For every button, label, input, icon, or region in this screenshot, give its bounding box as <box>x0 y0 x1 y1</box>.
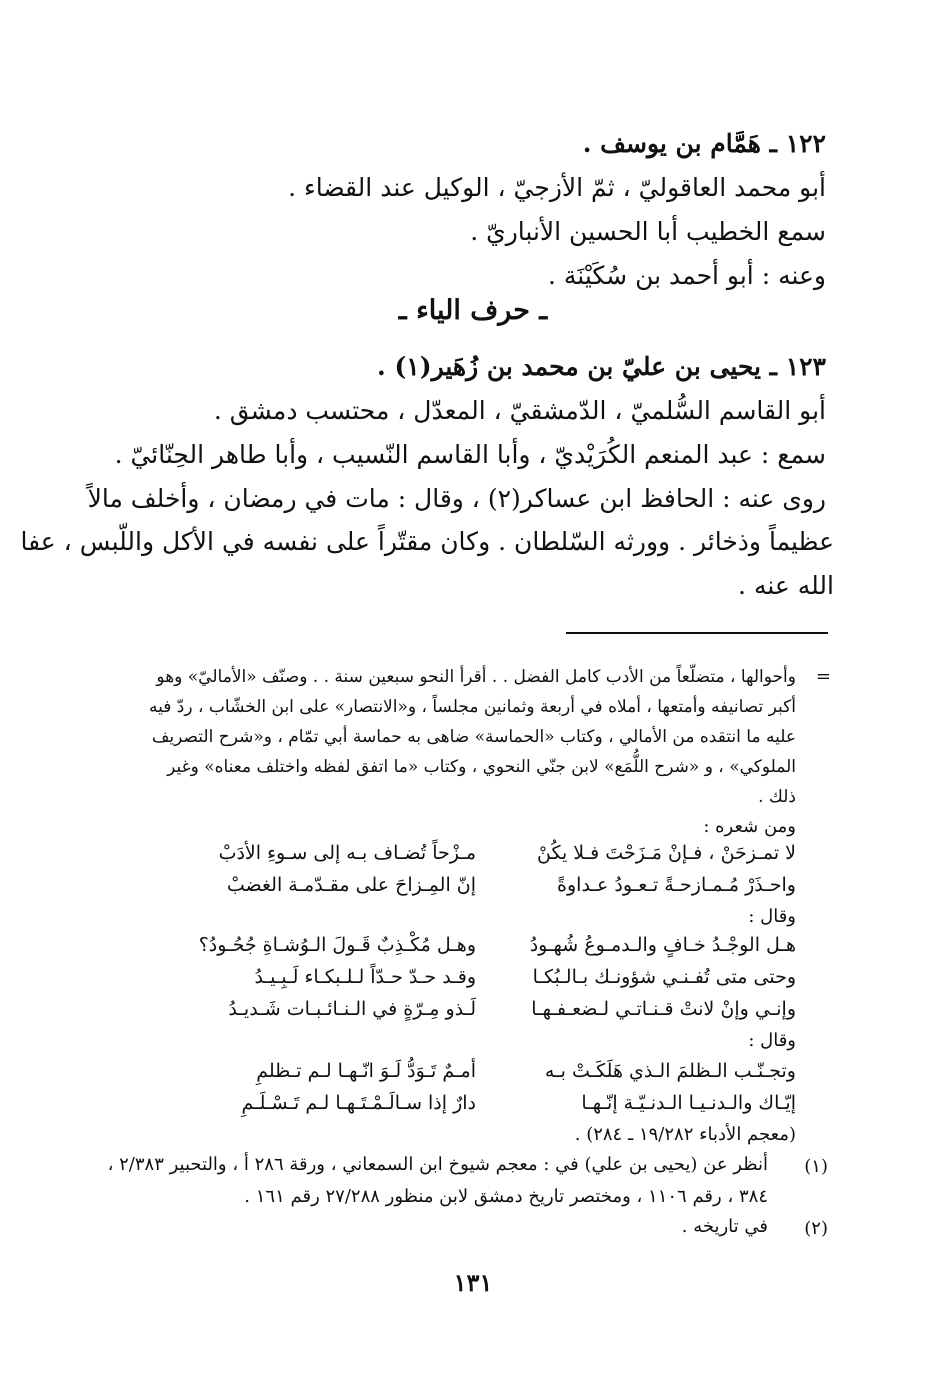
footnote-divider <box>566 632 828 634</box>
footnote-line: الملوكي» ، و «شرح اللُّمَع» لابن جنّي النحوي ، وكتاب «ما اتفق لفظه واختلف معناه» وغير <box>167 757 796 777</box>
footnote-line: ذلك . <box>758 787 796 807</box>
verse-hemistich-2: أمـمٌ تَـوَدُّ لَـوَ انّـهـا لـم تـظلمِ <box>256 1060 476 1082</box>
verse-hemistich-2: وهـل مُكْـذِبٌ قَـولَ الـوُشـاةِ جُحُـودُ؟ <box>198 934 476 956</box>
footnote-continuation <box>114 662 796 812</box>
continuation-marker: = <box>815 666 831 687</box>
footnote-text: في تاريخه . <box>681 1216 768 1237</box>
footnote-line: وأحوالها ، متضلّعاً من الأدب كامل الفضل . . أقرأ النحو سبعين سنة . . وصنّف «الأماليّ» وهو <box>156 667 796 687</box>
verse-hemistich-2: مـزْحاً تُضـاف بـه إلى سـوءِ الأدَبْ <box>218 842 476 864</box>
verse-hemistich-2: لَـذو مِـرّةٍ في الـنـائـبـات شَـديـدُ <box>228 998 476 1020</box>
verse-hemistich-1: وإنـي وإنْ لانتْ قـنـاتـي لـضعـفـهـا <box>531 998 796 1020</box>
entry-122-line-3: وعنه : أبو أحمد بن سُكَيْنَة . <box>547 261 826 290</box>
footnote-text: أنظر عن (يحيى بن علي) في : معجم شيوخ ابن السمعاني ، ورقة ٢٨٦ أ ، والتحبير ٢/٣٨٣ ، <box>107 1154 768 1175</box>
verse-hemistich-2: إنّ المِـزاحَ على مقـدّمـة الغضبْ <box>226 874 476 896</box>
footnote-line: عليه ما انتقده من الأمالي ، وكتاب «الحماسة» ضاهى به حماسة أبي تمّام ، و«شرح التصريف <box>151 727 796 747</box>
verse-line <box>156 998 796 1030</box>
verse-hemistich-1: لا تمـزحَنْ ، فـإنْ مَـزَحْتَ فـلا يكُنْ <box>537 842 796 864</box>
entry-123 <box>87 345 826 521</box>
verse-hemistich-1: واحـذَرْ مُـمـازحـةً تـعـودُ عـداوةً <box>557 874 796 896</box>
verse-hemistich-1: وحتى متى تُفـنـي شؤونـك بـالـبُكـا <box>532 966 796 988</box>
entry-122 <box>116 122 826 298</box>
footnote-number: (٢) <box>804 1218 828 1239</box>
verse-hemistich-1: وتجـنّـب الـظلمَ الـذي هَلَكَـتْ بـه <box>544 1060 796 1082</box>
verse-line <box>156 966 796 998</box>
verse-hemistich-1: إيّـاك والـدنـيـا الـدنـيّـة إنّـهـا <box>581 1092 796 1114</box>
verse-line <box>156 1060 796 1092</box>
verse-intro: وقال : <box>748 906 796 927</box>
verse-hemistich-2: دارٌ إذا سـالَـمْـتَـهـا لـم تَـسْـلَـمِ <box>241 1092 476 1114</box>
verse-hemistich-2: وقـد حـدّ حـدّاً لـلـبكـاء لَـبِـيـدُ <box>254 966 476 988</box>
verse-line <box>156 1092 796 1124</box>
page-number: ١٣١ <box>453 1268 493 1297</box>
footnote-number: (١) <box>804 1156 828 1177</box>
entry-123-line-2: سمع : عبد المنعم الكُرَيْديّ ، وأبا القاسم النّسيب ، وأبا طاهر الحِنّائيّ . <box>114 440 826 469</box>
entry-123-title: ١٢٣ ـ يحيى بن عليّ بن محمد بن زُهَير(١) . <box>377 352 826 381</box>
verse-line <box>156 842 796 874</box>
entry-123-cont <box>20 520 834 608</box>
footnote-source: (معجم الأدباء ١٩/٢٨٢ ـ ٢٨٤) . <box>574 1124 796 1145</box>
verse-intro: وقال : <box>748 1030 796 1051</box>
section-title: ـ حرف الياء ـ <box>398 295 548 326</box>
footnote-line: أكبر تصانيفه وأمتعها ، أملاه في أربعة وثمانين مجلساً ، و«الانتصار» على ابن الخشّاب ، ردّ فيه <box>149 697 796 717</box>
entry-123-line-5: الله عنه . <box>738 571 834 600</box>
entry-122-line-2: سمع الخطيب أبا الحسين الأنباريّ . <box>470 217 826 246</box>
entry-122-title: ١٢٢ ـ هَمَّام بن يوسف . <box>582 129 826 158</box>
footnote-text: ٣٨٤ ، رقم ١١٠٦ ، ومختصر تاريخ دمشق لابن منظور ٢٧/٢٨٨ رقم ١٦١ . <box>244 1186 768 1207</box>
entry-123-line-1: أبو القاسم السُّلميّ ، الدّمشقيّ ، المعدّل ، محتسب دمشق . <box>213 396 826 425</box>
entry-122-line-1: أبو محمد العاقوليّ ، ثمّ الأزجيّ ، الوكيل عند القضاء . <box>288 173 826 202</box>
entry-123-line-4: عظيماً وذخائر . وورثه السّلطان . وكان مقتّراً على نفسه في الأكل واللّبس ، عفا <box>20 527 834 556</box>
verse-line <box>156 934 796 966</box>
verse-line <box>156 874 796 906</box>
entry-123-line-3: روى عنه : الحافظ ابن عساكر(٢) ، وقال : مات في رمضان ، وأخلف مالاً <box>87 484 826 513</box>
verse-intro: ومن شعره : <box>703 816 796 837</box>
verse-hemistich-1: هـل الوجْـدُ خـافٍ والـدمـوعُ شُهـودُ <box>529 934 796 956</box>
